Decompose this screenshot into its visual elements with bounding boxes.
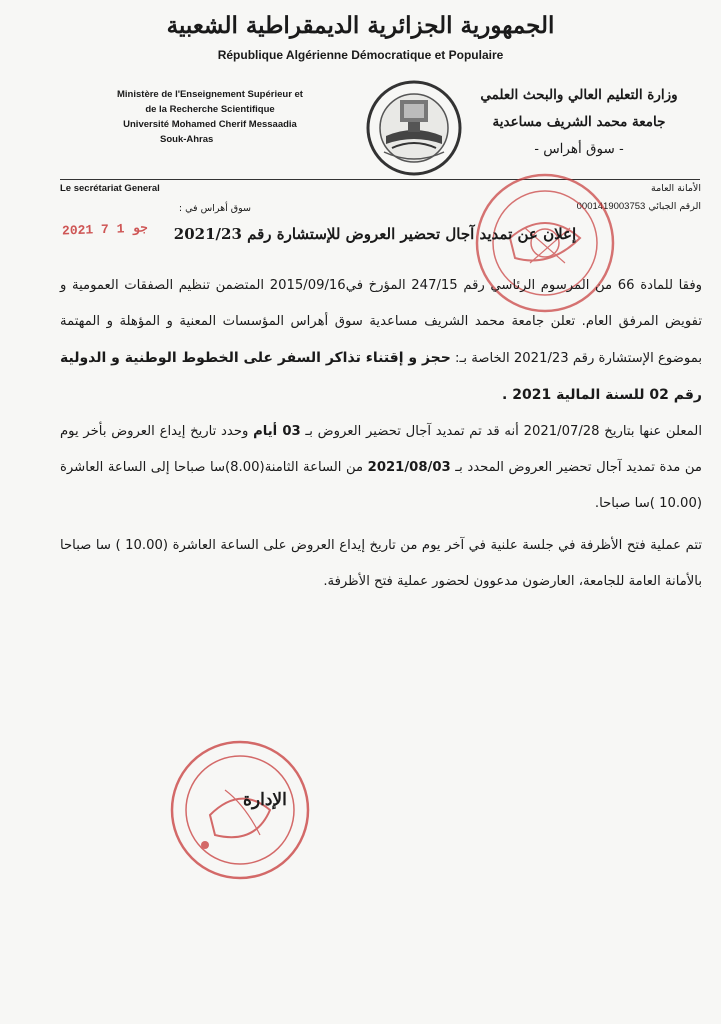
body-p2-bold-days: 03 أيام: [253, 424, 301, 439]
date-stamp: 2021 جو 1 7: [61, 220, 149, 239]
body-paragraph-2: [60, 414, 702, 522]
university-logo: [362, 78, 466, 178]
university-ar: جامعة محمد الشريف مساعدية: [492, 114, 666, 130]
institution-block-fr: [100, 87, 320, 147]
stamp-seal-icon-bottom: [165, 735, 315, 885]
body-p1-bold: حجز و إقتناء تذاكر السفر على الخطوط الوطنية و الدولية رقم 02 للسنة المالية 2021 .: [60, 350, 702, 403]
body-p2-text-a: المعلن عنها بتاريخ 2021/07/28 أنه قد تم تمديد آجال تحضير العروض بـ: [300, 424, 702, 439]
official-stamp-bottom: [165, 735, 315, 885]
university-logo-icon: [362, 78, 466, 178]
institution-block-ar: [459, 82, 699, 163]
place-date-label: سوق أهراس في :: [178, 203, 251, 214]
ministry-fr-line2: de la Recherche Scientifique: [145, 104, 275, 115]
tax-number-value: 0001419003753: [576, 201, 646, 212]
city-ar: - سوق أهراس -: [534, 141, 624, 157]
body-p1-text: وفقا للمادة 66 من المرسوم الرئاسي رقم 247/15 المؤرخ في2015/09/16 المتضمن تنظيم الصفقات العمومية و تفويض المرفق العام. تعلن جامعة محمد الشريف مساعدية سوق أهراس المؤسسات المعنية و المؤهلة و المهتمة بموضوع الإستشارة رقم 2021/23 الخاصة بـ:: [60, 278, 702, 366]
signature-label: الإدارة: [243, 790, 287, 810]
secretariat-fr: Le secrétariat General: [60, 183, 160, 194]
body-paragraph-1: [60, 268, 702, 414]
body-p2-text-c: من الساعة الثامنة(8.00)سا صباحا إلى الساعة العاشرة (10.00 )سا صباحا.: [60, 460, 702, 511]
republic-title-ar: الجمهورية الجزائرية الديمقراطية الشعبية: [166, 12, 555, 39]
city-fr: Souk-Ahras: [160, 134, 214, 145]
body-paragraph-3: [60, 528, 702, 600]
ministry-fr-line1: Ministère de l'Enseignement Supérieur et: [117, 89, 303, 100]
university-fr: Université Mohamed Cherif Messaadia: [123, 119, 297, 130]
tax-number-label: الرقم الجبائي: [648, 201, 701, 212]
body-p2-text-b: وحدد تاريخ إيداع العروض بأخر يوم من مدة تمديد آجال تحضير العروض المحدد بـ: [60, 424, 702, 475]
announcement-subject: إعلان عن تمديد آجال تحضير العروض للإستشارة رقم 2021/23: [173, 225, 577, 243]
body-p2-bold-date: 2021/08/03: [367, 460, 451, 475]
republic-title-fr: République Algérienne Démocratique et Populaire: [217, 48, 504, 62]
announcement-body: [60, 268, 702, 600]
ministry-ar: وزارة التعليم العالي والبحث العلمي: [480, 87, 678, 103]
secretariat-ar: الأمانة العامة: [651, 183, 701, 194]
body-p3-text: تتم عملية فتح الأظرفة في جلسة علنية في آخر يوم من تاريخ إيداع العروض على الساعة العاشرة (10.00 ) سا صباحا بالأمانة العامة للجامعة، العارضون مدعوون لحضور عملية فتح الأظرفة.: [60, 538, 702, 589]
